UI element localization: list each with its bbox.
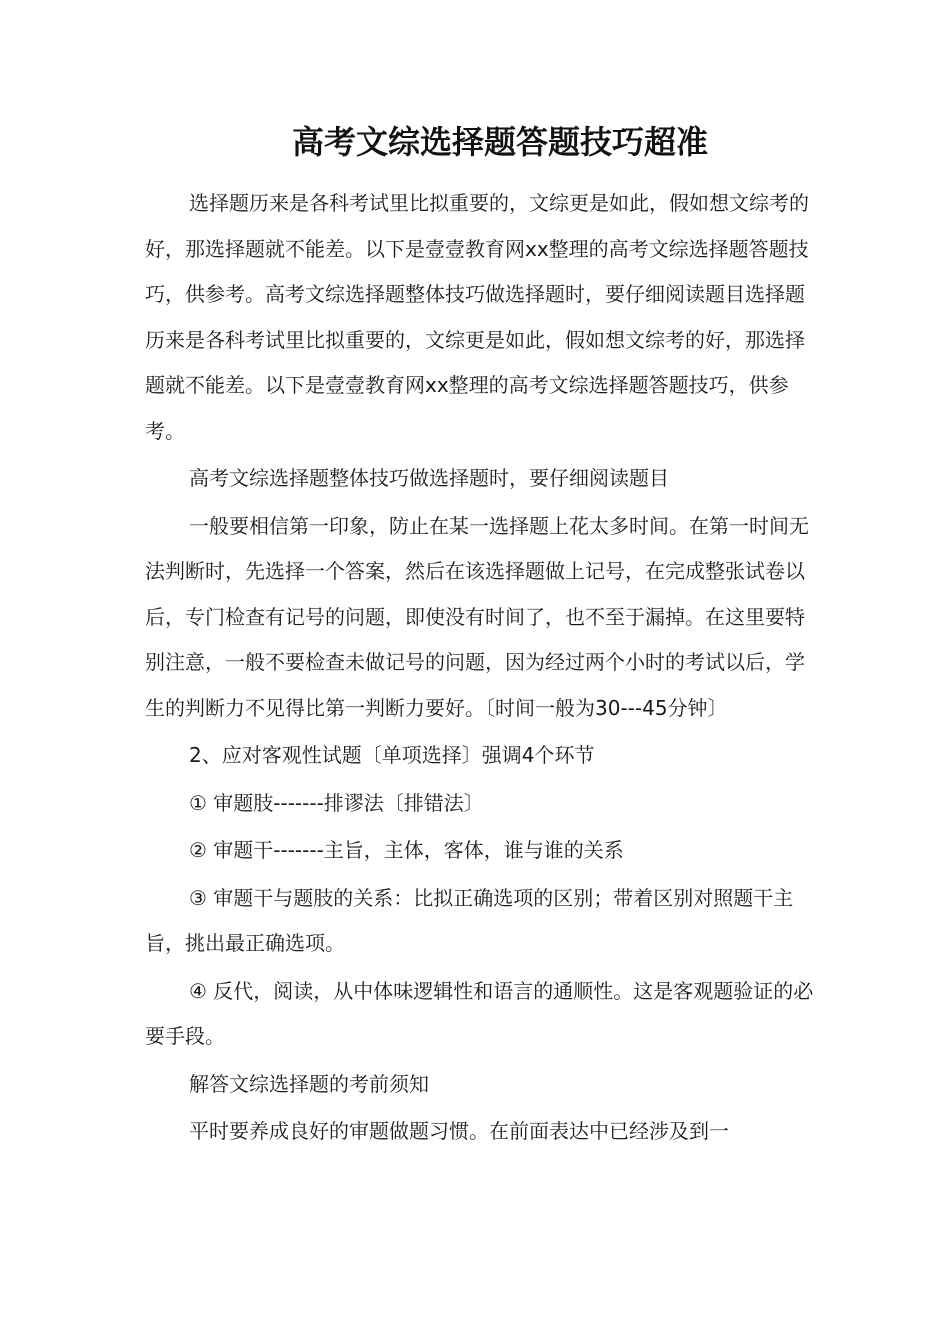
paragraph-intro: 选择题历来是各科考试里比拟重要的，文综更是如此，假如想文综考的好，那选择题就不能差。以下是壹壹教育网xx整理的高考文综选择题答题技巧，供参考。高考文综选择题整体技巧做选择题时，要仔细阅读题目选择题历来是各科考试里比拟重要的，文综更是如此，假如想文综考的好，那选择题就不能差。以下是壹壹教育网xx整理的高考文综选择题答题技巧，供参考。 bbox=[145, 191, 809, 443]
paragraph-step-4: ④ 反代，阅读，从中体味逻辑性和语言的通顺性。这是客观题验证的必要手段。 bbox=[145, 978, 814, 1048]
paragraph-four-steps-heading: 2、应对客观性试题〔单项选择〕强调4个环节 bbox=[189, 743, 595, 767]
paragraph-step-2: ② 审题干-------主旨，主体，客体，谁与谁的关系 bbox=[189, 838, 624, 862]
document-title: 高考文综选择题答题技巧超准 bbox=[291, 123, 708, 161]
paragraph-first-impression: 一般要相信第一印象，防止在某一选择题上花太多时间。在第一时间无法判断时，先选择一个答案，然后在该选择题做上记号，在完成整张试卷以后，专门检查有记号的问题，即使没有时间了，也不至于漏掉。在这里要特别注意，一般不要检查未做记号的问题，因为经过两个小时的考试以后，学生的判断力不见得比第一判断力要好。〔时间一般为30---45分钟〕 bbox=[145, 513, 809, 720]
paragraph-step-3: ③ 审题干与题肢的关系：比拟正确选项的区别；带着区别对照题干主旨，挑出最正确选项。 bbox=[145, 885, 794, 955]
paragraph-step-1: ① 审题肢-------排谬法〔排错法〕 bbox=[189, 790, 484, 815]
paragraph-notes-heading: 解答文综选择题的考前须知 bbox=[189, 1071, 429, 1096]
paragraph-habits: 平时要养成良好的审题做题习惯。在前面表达中已经涉及到一 bbox=[189, 1119, 729, 1143]
document-body bbox=[145, 181, 821, 1157]
paragraph-overall-tips-heading: 高考文综选择题整体技巧做选择题时，要仔细阅读题目 bbox=[189, 466, 669, 490]
